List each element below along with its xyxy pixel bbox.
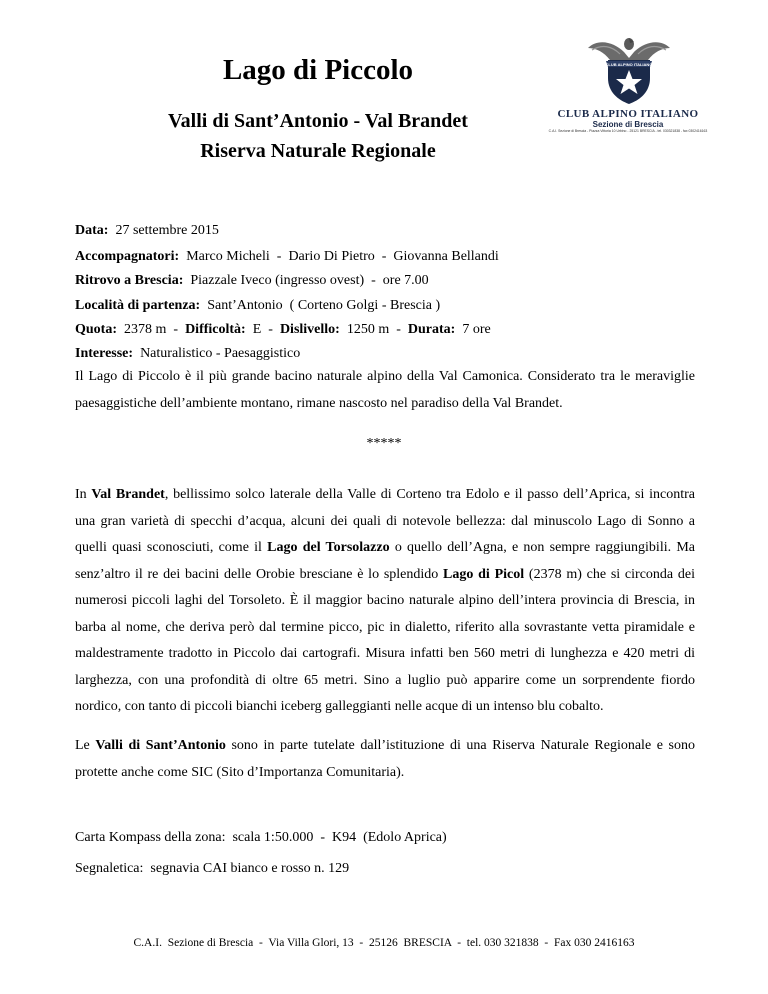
body-paragraph-1	[75, 482, 695, 721]
info-ritrovo	[75, 272, 695, 290]
info-ritrovo-value: Piazzale Iveco (ingresso ovest) - ore 7.00	[190, 273, 429, 288]
info-accompagnatori-label: Accompagnatori:	[75, 249, 180, 264]
info-difficolta-label: Difficoltà:	[185, 322, 246, 337]
cai-logo-name: CLUB ALPINO ITALIANO	[557, 108, 699, 120]
cai-logo	[528, 34, 728, 136]
info-quota-value: 2378 m -	[124, 322, 179, 337]
info-difficolta-value: E -	[252, 322, 273, 337]
page-footer: C.A.I. Sezione di Brescia - Via Villa Glori, 13 - 25126 BRESCIA - tel. 030 321838 - Fax 030 2416163	[133, 937, 635, 949]
body-text: (2378 m) che si circonda dei numerosi piccoli laghi del Torsoleto. È il maggior bacino naturale alpino dell’intera provincia di Brescia, in barba al nome, che deriva però dal termine picco, pic in dialetto, riferito alla sovrastante vetta piramidale e maldestramente tradotto in Piccolo dai cartografi. Misura infatti ben 560 metri di lunghezza e 420 metri di larghezza, con una profondità di oltre 65 metri. Sino a luglio può apparire come un sorprendente fiordo nordico, con tanto di piccoli bianchi iceberg galleggianti nelle acque di un intenso blu cobalto.	[75, 566, 695, 714]
info-dislivello-label: Dislivello:	[279, 322, 340, 337]
info-accompagnatori	[75, 248, 695, 266]
info-localita	[75, 297, 695, 315]
document-subtitle-reserve: Riserva Naturale Regionale	[200, 140, 436, 162]
cai-logo-address: C.A.I. Sezione di Brescia - Piazza Vittoria 10 Urbino - 25121 BRESCIA - tel. 030321838 - fax 0302416163	[548, 129, 708, 133]
body-text: In	[75, 487, 92, 502]
info-interesse-value: Naturalistico - Paesaggistico	[140, 346, 301, 361]
body-text: , bellissimo solco laterale della Valle di Corteno tra Edolo e il passo dell’Aprica, si incontra una gran varietà di specchi d’acqua, alcuni dei quali di notevole bellezza: dal minuscolo Lago di Sonno a quelli quasi sconosciuti, come il	[75, 487, 695, 555]
body-highlight-val-brandet: Val Brandet	[91, 487, 165, 502]
body-text: sono in parte tutelate dall’istituzione di una Riserva Naturale Regionale e sono protette anche come SIC (Sito d’Importanza Comunitaria).	[75, 738, 696, 780]
cai-eagle-emblem-icon	[584, 34, 674, 106]
info-localita-value: Sant’Antonio ( Corteno Golgi - Brescia )	[207, 298, 441, 313]
info-interesse	[75, 345, 695, 363]
svg-text:CLUB ALPINO ITALIANO: CLUB ALPINO ITALIANO	[605, 62, 653, 67]
body-highlight-valli-sant-antonio: Valli di Sant’Antonio	[95, 738, 226, 753]
body-text: Le	[75, 738, 96, 753]
section-separator: *****	[366, 436, 402, 451]
intro-paragraph: Il Lago di Piccolo è il più grande bacino naturale alpino della Val Camonica. Considerato tra le meraviglie paesaggistiche dell’ambiente montano, rimane nascosto nel paradiso della Val Brandet.	[75, 369, 695, 411]
note-carta: Carta Kompass della zona: scala 1:50.000 - K94 (Edolo Aprica)	[75, 830, 447, 845]
info-accompagnatori-value: Marco Micheli - Dario Di Pietro - Giovanna Bellandi	[186, 249, 499, 264]
info-quota	[75, 321, 695, 339]
info-durata-value: 7 ore	[462, 322, 491, 337]
document-title: Lago di Piccolo	[222, 54, 414, 86]
body-highlight-lago-torsolazzo: Lago del Torsolazzo	[267, 540, 390, 555]
body-paragraph-2	[75, 733, 695, 786]
document-subtitle: Valli di Sant’Antonio - Val Brandet	[168, 110, 468, 132]
cai-logo-section: Sezione di Brescia	[592, 120, 664, 129]
note-segnaletica: Segnaletica: segnavia CAI bianco e rosso n. 129	[75, 861, 350, 876]
body-highlight-lago-picol: Lago di Picol	[443, 566, 525, 582]
info-date	[75, 222, 695, 240]
info-dislivello-value: 1250 m -	[346, 322, 401, 337]
info-date-value: 27 settembre 2015	[115, 223, 219, 238]
info-date-label: Data:	[75, 223, 109, 238]
info-ritrovo-label: Ritrovo a Brescia:	[75, 273, 184, 288]
body-text: o quello dell’Agna, e non sempre raggiungibili. Ma senz’altro il re dei bacini delle Orobie bresciane è lo splendido	[75, 540, 695, 582]
info-durata-label: Durata:	[407, 322, 456, 337]
info-interesse-label: Interesse:	[75, 346, 134, 361]
info-quota-label: Quota:	[75, 322, 117, 337]
info-localita-label: Località di partenza:	[75, 298, 201, 313]
